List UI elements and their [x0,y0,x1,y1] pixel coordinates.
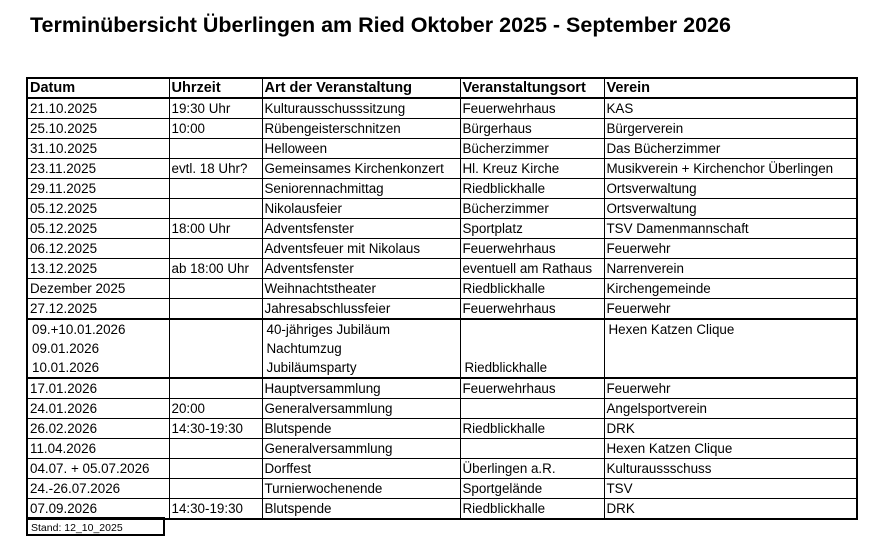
cell-datum: 29.11.2025 [27,179,169,199]
cell-ort: Überlingen a.R. [460,459,604,479]
cell-ort: Feuerwehrhaus [460,98,604,119]
table-row [27,499,857,520]
cell-ort: Bürgerhaus [460,119,604,139]
table-row [27,259,857,279]
cell-art: Kulturausschusssitzung [262,98,460,119]
cell-uhrzeit: 10:00 [169,119,262,139]
cell-art: Nikolausfeier [262,199,460,219]
page-title: Terminübersicht Überlingen am Ried Oktober 2025 - September 2026 [30,13,731,37]
cell-art-line: Nachtumzug [266,341,342,356]
cell-verein: Kulturaussschuss [604,459,857,479]
cell-art-line: Jubiläumsparty [266,360,357,375]
table-row [27,239,857,259]
cell-art: Adventsfenster [262,219,460,239]
table-row [27,98,857,119]
cell-datum-line: 10.01.2026 [32,360,100,375]
table-row [27,119,857,139]
cell-ort: Riedblickhalle [460,179,604,199]
cell-verein: TSV [604,479,857,499]
table-header-row [27,78,857,98]
cell-uhrzeit: evtl. 18 Uhr? [169,159,262,179]
table-row [27,419,857,439]
cell-ort [460,439,604,459]
cell-uhrzeit [169,239,262,259]
cell-ort-line [463,320,602,339]
cell-ort: Riedblickhalle [460,499,604,520]
table-body-jubilaeum [27,319,857,378]
table-row [27,199,857,219]
cell-verein: Feuerwehr [604,378,857,399]
cell-uhrzeit: 14:30-19:30 [169,499,262,520]
table-row [27,219,857,239]
schedule-table [26,77,858,520]
cell-verein: Feuerwehr [604,239,857,259]
column-header-verein: Verein [604,78,857,98]
cell-uhrzeit: ab 18:00 Uhr [169,259,262,279]
cell-verein-line [607,358,855,377]
cell-art: Adventsfeuer mit Nikolaus [262,239,460,259]
stand-note: Stand: 12_10_2025 [26,517,165,536]
cell-uhrzeit [169,279,262,299]
cell-datum: 31.10.2025 [27,139,169,159]
cell-ort: Feuerwehrhaus [460,299,604,320]
cell-art: Adventsfenster [262,259,460,279]
cell-datum: 25.10.2025 [27,119,169,139]
cell-datum: 05.12.2025 [27,199,169,219]
cell-verein: Ortsverwaltung [604,179,857,199]
cell-ort: Feuerwehrhaus [460,378,604,399]
table-body-2026 [27,378,857,519]
cell-ort [460,399,604,419]
cell-art: Rübengeisterschnitzen [262,119,460,139]
cell-ort-line: Riedblickhalle [464,360,548,375]
cell-verein-line: Hexen Katzen Clique [608,322,735,337]
cell-verein: KAS [604,98,857,119]
cell-uhrzeit [169,459,262,479]
cell-ort: Bücherzimmer [460,139,604,159]
cell-datum: 17.01.2026 [27,378,169,399]
cell-art: Turnierwochenende [262,479,460,499]
cell-ort: Riedblickhalle [460,419,604,439]
cell-uhrzeit [169,319,262,378]
cell-art: Blutspende [262,419,460,439]
cell-ort: Sportplatz [460,219,604,239]
cell-art [262,319,460,378]
cell-art: Dorffest [262,459,460,479]
cell-uhrzeit [169,378,262,399]
cell-art: Hauptversammlung [262,378,460,399]
cell-datum: 24.-26.07.2026 [27,479,169,499]
cell-verein: DRK [604,499,857,520]
table-row [27,399,857,419]
cell-uhrzeit [169,439,262,459]
cell-datum: 23.11.2025 [27,159,169,179]
cell-verein: Hexen Katzen Clique [604,439,857,459]
cell-ort [460,319,604,378]
cell-uhrzeit: 19:30 Uhr [169,98,262,119]
column-header-uhrzeit: Uhrzeit [169,78,262,98]
cell-ort-line [463,339,602,358]
cell-datum: 05.12.2025 [27,219,169,239]
cell-verein: Feuerwehr [604,299,857,320]
cell-datum: Dezember 2025 [27,279,169,299]
column-header-art: Art der Veranstaltung [262,78,460,98]
table-body [27,98,857,319]
cell-art: Generalversammlung [262,439,460,459]
cell-uhrzeit [169,479,262,499]
cell-ort: Feuerwehrhaus [460,239,604,259]
cell-ort: Bücherzimmer [460,199,604,219]
cell-datum: 11.04.2026 [27,439,169,459]
cell-datum: 27.12.2025 [27,299,169,320]
cell-art: Seniorennachmittag [262,179,460,199]
table-row [27,459,857,479]
cell-uhrzeit: 14:30-19:30 [169,419,262,439]
cell-datum-line: 09.+10.01.2026 [32,322,126,337]
cell-art: Gemeinsames Kirchenkonzert [262,159,460,179]
table-row-jubilaeum [27,319,857,378]
cell-datum [27,319,169,378]
cell-datum-line: 09.01.2026 [32,341,100,356]
cell-verein: Musikverein + Kirchenchor Überlingen [604,159,857,179]
cell-verein: Narrenverein [604,259,857,279]
table-row [27,299,857,320]
cell-ort: Hl. Kreuz Kirche [460,159,604,179]
cell-datum: 24.01.2026 [27,399,169,419]
cell-verein: Kirchengemeinde [604,279,857,299]
table-row [27,139,857,159]
cell-datum: 06.12.2025 [27,239,169,259]
cell-verein: TSV Damenmannschaft [604,219,857,239]
cell-uhrzeit [169,299,262,320]
column-header-datum: Datum [27,78,169,98]
cell-ort: Riedblickhalle [460,279,604,299]
cell-datum: 04.07. + 05.07.2026 [27,459,169,479]
cell-ort: Sportgelände [460,479,604,499]
cell-art: Jahresabschlussfeier [262,299,460,320]
cell-verein-line [607,339,855,358]
table-row [27,179,857,199]
cell-uhrzeit [169,139,262,159]
column-header-ort: Veranstaltungsort [460,78,604,98]
table-row [27,159,857,179]
cell-verein: Angelsportverein [604,399,857,419]
cell-datum: 13.12.2025 [27,259,169,279]
cell-uhrzeit: 20:00 [169,399,262,419]
table-row [27,439,857,459]
cell-verein: Das Bücherzimmer [604,139,857,159]
cell-art: Weihnachtstheater [262,279,460,299]
cell-uhrzeit: 18:00 Uhr [169,219,262,239]
cell-verein [604,319,857,378]
cell-datum: 21.10.2025 [27,98,169,119]
cell-art-line: 40-jähriges Jubiläum [266,322,391,337]
cell-datum: 07.09.2026 [27,499,169,520]
cell-verein: DRK [604,419,857,439]
cell-verein: Ortsverwaltung [604,199,857,219]
cell-art: Helloween [262,139,460,159]
table-row [27,378,857,399]
table-row [27,479,857,499]
cell-datum: 26.02.2026 [27,419,169,439]
cell-ort: eventuell am Rathaus [460,259,604,279]
cell-uhrzeit [169,179,262,199]
table-row [27,279,857,299]
cell-art: Blutspende [262,499,460,520]
cell-verein: Bürgerverein [604,119,857,139]
cell-uhrzeit [169,199,262,219]
cell-art: Generalversammlung [262,399,460,419]
